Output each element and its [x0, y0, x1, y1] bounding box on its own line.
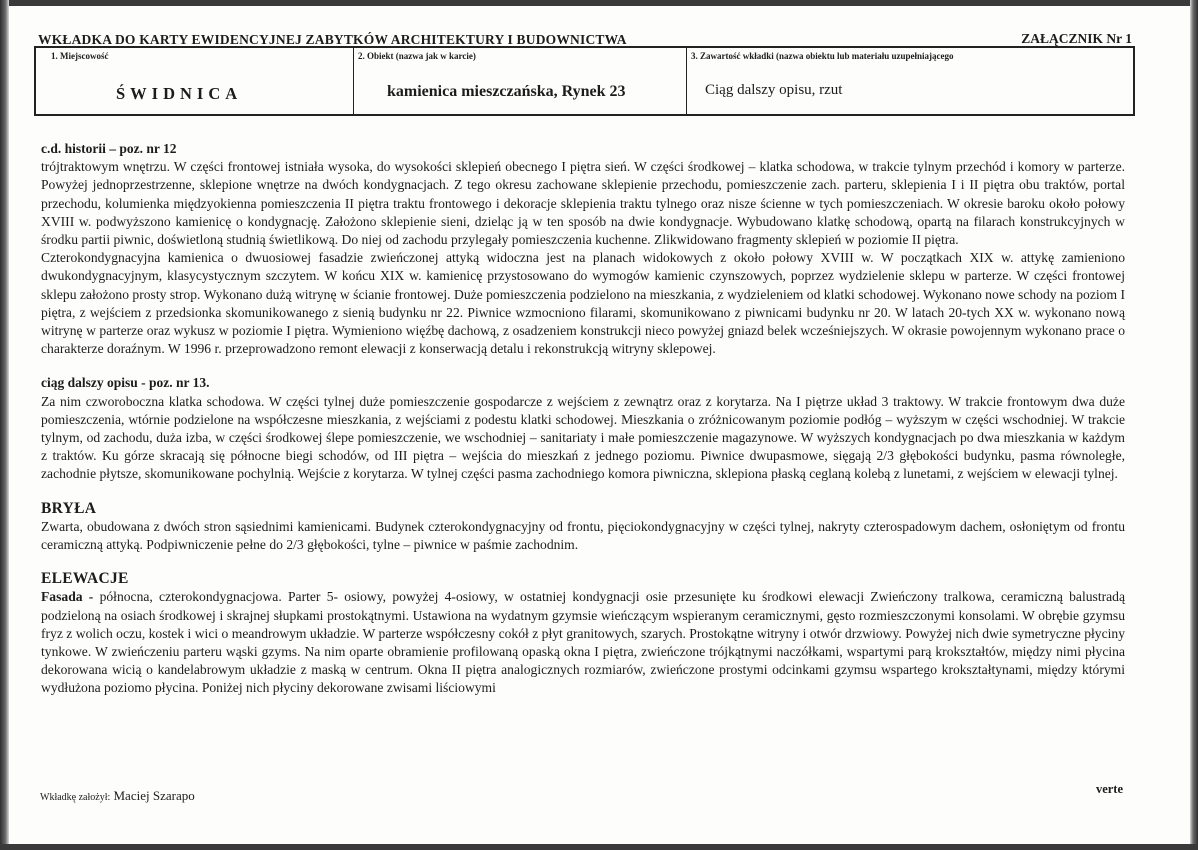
- content-value: Ciąg dalszy opisu, rzut: [705, 82, 843, 98]
- object-value: kamienica mieszczańska, Rynek 23: [387, 83, 626, 100]
- annex-number: ZAŁĄCZNIK Nr 1: [1021, 31, 1132, 46]
- scan-edge-top: [0, 0, 1198, 6]
- spacer: [41, 358, 1125, 374]
- author-name: Maciej Szarapo: [113, 788, 195, 803]
- locality-cell: [36, 48, 354, 114]
- facade-lead: Fasada -: [41, 589, 94, 605]
- locality-value: ŚWIDNICA: [116, 84, 243, 103]
- history-heading: c.d. historii – poz. nr 12: [41, 141, 177, 156]
- author-line: [40, 788, 195, 804]
- history-paragraph-2: Czterokondygnacyjna kamienica o dwuosiowej fasadzie zwieńczonej attyką widoczna jest na planach widokowych z około połowy XVIII w. W początkach XIX w. attykę zamieniono dwukondygnacyjnym, klasycystycznym szczytem. W końcu XIX w. kamienicę przystosowano do wymogów kamienic czynszowych, poprzez wydzielenie sklepu w parterze. W części frontowej sklepu założono prosty strop. Wykonano dużą witrynę w ścianie frontowej. Duże pomieszczenia podzielono na mieszkania, z wydzieleniem od klatki schodowej. Wykonano nowe schody na poziom I piętra, z wejściem z przedsionka skomunikowanego z sienią budynku nr 22. Piwnice wzmocniono filarami, skomunikowano z piwnicami budynku nr 20. W latach 20-tych XX w. wykonano nową witrynę w parterze oraz wykusz w poziomie I piętra. Wymieniono więźbę dachową, z osadzeniem konstrukcji nieco powyżej gniazd belek wcześniejszych. W okrasie powojennym wykonano prace o charakterze doraźnym. W 1996 r. przeprowadzono remont elewacji z konserwacją detalu i rekonstrukcją witryny sklepowej.: [41, 250, 1125, 357]
- locality-label: 1. Miejscowość: [51, 51, 109, 61]
- elewacje-paragraph: [41, 588, 1125, 697]
- scan-edge-right: [1190, 0, 1198, 850]
- object-cell: [354, 48, 687, 114]
- description-paragraph: Za nim czworoboczna klatka schodowa. W części tylnej duże pomieszczenie gospodarcze z wejściem z zewnątrz oraz z korytarza. Na I piętrze układ 3 traktowy. W trakcie frontowym dwa duże pomieszczenia, wtórnie podzielone na współczesne mieszkania, z wejściami z podestu klatki schodowej. Mieszkania o zróżnicowanym poziomie podłóg – wyższym w części wschodniej. W trakcie tylnym, od zachodu, duża izba, w części środkowej ślepe pomieszczenie, we wschodniej – sanitariaty i małe pomieszczenie magazynowe. W wyższych kondygnacjach po dwa mieszkania w każdym z traktów. Ku górze skracają się północne biegi schodów, od III piętra – wejścia do mieszkań z jednego poziomu. Piwnice dwupasmowe, sięgają 2/3 głębokości budynku, pasma równoległe, zachodnie płytsze, skomunikowane pochylnią. Wejście z korytarza. W tylnej części pasma zachodniego komora piwniczna, sklepiona płaską ceglaną kolebą z lunetami, z wejściem w elewacji tylnej.: [41, 393, 1125, 482]
- header-table: [34, 46, 1135, 116]
- description-heading: ciąg dalszy opisu - poz. nr 13.: [41, 375, 210, 391]
- spacer: [41, 484, 1125, 500]
- elewacje-heading: ELEWACJE: [41, 570, 129, 588]
- scan-edge-bottom: [0, 844, 1198, 850]
- content-label: 3. Zawartość wkładki (nazwa obiektu lub materiału uzupełniającego: [691, 51, 954, 61]
- bryla-paragraph: Zwarta, obudowana z dwóch stron sąsiednimi kamienicami. Budynek czterokondygnacyjny od frontu, pięciokondygnacyjny w części tylnej, nakryty czterospadowym dachem, osłoniętym od frontu ceramiczną attyką. Podpiwniczenie pełne do 2/3 głębokości, tylne – piwnice w paśmie zachodnim.: [41, 518, 1125, 553]
- bryla-heading: BRYŁA: [41, 499, 97, 517]
- document-body: [41, 140, 1125, 698]
- spacer: [41, 554, 1125, 570]
- scan-edge-left: [0, 0, 9, 850]
- content-cell: [687, 48, 1133, 114]
- facade-text: północna, czterokondygnacjowa. Parter 5- osiowy, powyżej 4-osiowy, w ostatniej kondygnacji osie przesunięte ku środkowi elewacji Zwieńczony tralkowa, ceramiczną balustradą podzieloną na osiach środkowej i skrajnej słupkami prostokątnymi. Ustawiona na wydatnym gzymsie wieńczącym wspieranym ceramicznymi, gęsto rozmieszczonymi konsolami. W obrębie gzymsu fryz z wolich oczu, kostek i wici o meandrowym układzie. W parterze współczesny cokół z płyt granitowych, szarych. Prostokątne witryny i otwór drzwiowy. Powyżej nich dwie symetryczne płyciny tynkowe. W zwieńczeniu parteru wąski gzyms. Na nim oparte obramienie profilowaną opaską okna I piętra, zwieńczone trójkątnymi naczółkami, wspartymi parą krokształtów, między nimi płycina dekorowana wicią o kandelabrowym układzie z maską w centrum. Okna II piętra analogicznych rozmiarów, zwieńczone prostymi odcinkami gzymsu wspartego krokształtynami, między którymi wydłużona poziomo płycina. Poniżej nich płyciny dekorowane zwisami liściowymi: [41, 589, 1125, 696]
- object-label: 2. Obiekt (nazwa jak w karcie): [358, 51, 476, 61]
- verte-note: verte: [1095, 782, 1123, 796]
- author-label: Wkładkę założył:: [40, 792, 111, 803]
- document-title: WKŁADKA DO KARTY EWIDENCYJNEJ ZABYTKÓW ARCHITEKTURY I BUDOWNICTWA: [38, 32, 627, 47]
- history-paragraph-1: trójtraktowym wnętrzu. W części frontowej istniała wysoka, do wysokości sklepień obecnego I piętra sień. W części środkowej – klatka schodowa, w trakcie tylnym przechód i komory w parterze. Powyżej jednoprzestrzenne, sklepione wnętrze na dwóch kondygnacjach. Z tego okresu zachowane sklepienie przechodu, pomieszczenie zach. parteru, sklepienia I i II piętra obu traktów, portal przechodu, kolumienka międzyokienna pomieszczenia II piętra traktu frontowego i dekoracje sklepienia traktu tylnego oraz nisze ścienne w tych pomieszczeniach. W okresie baroku około połowy XVIII w. podwyższono kamienicę o kondygnację. Założono sklepienie sieni, dzieląc ją w ten sposób na dwie kondygnacje. Wybudowano klatkę schodową, opartą na filarach konstrukcyjnych w środku partii piwnic, doświetloną studnią świetlikową. Do niej od zachodu przylegały pomieszczenia kuchenne. Zlikwidowano fragmenty sklepień w poziomie II piętra.: [41, 159, 1125, 248]
